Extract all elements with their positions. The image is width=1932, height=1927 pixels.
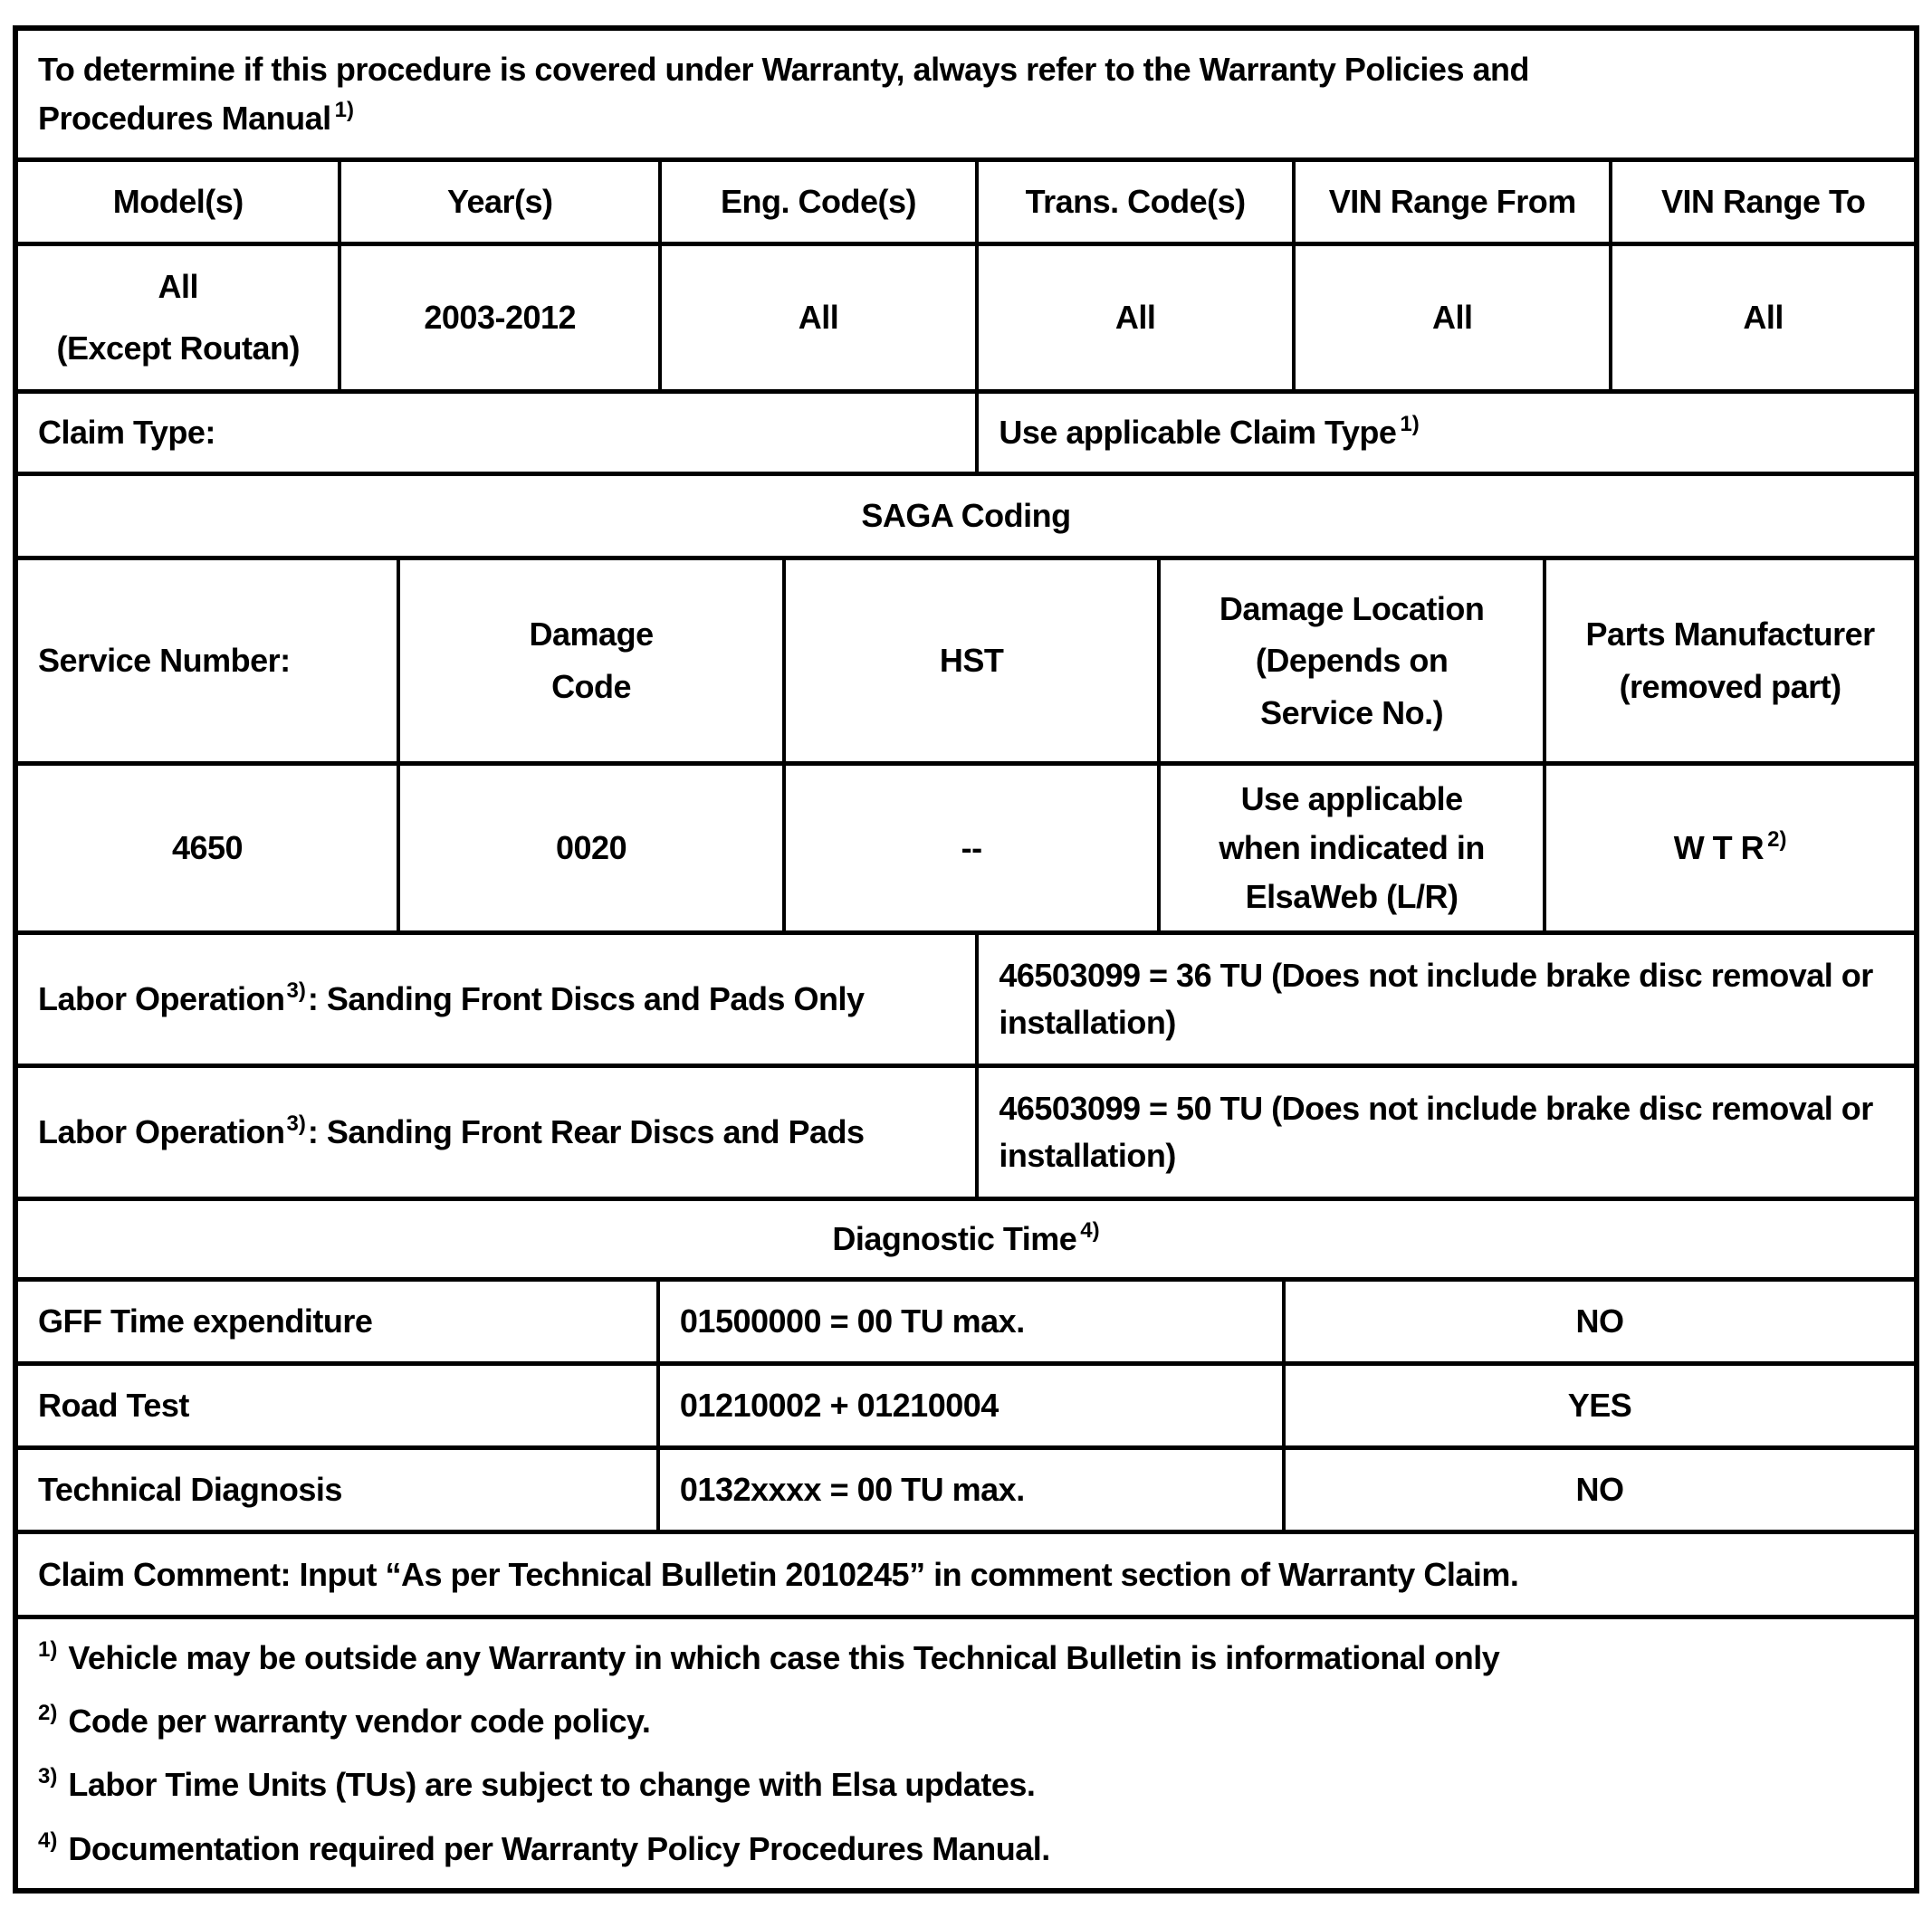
labor-operation-row	[18, 930, 1914, 1064]
diagnostic-flag: NO	[1282, 1450, 1914, 1530]
labor-operation-row	[18, 1064, 1914, 1197]
saga-header-hst: HST	[782, 560, 1157, 761]
footnote-4: $^{4)}$ Documentation required per Warranty Policy Procedures Manual.	[38, 1827, 1050, 1867]
footnote-ref-3: 3)	[286, 978, 306, 1003]
diagnostic-flag: NO	[1282, 1282, 1914, 1361]
vehicle-header-models: Model(s)	[112, 183, 244, 220]
saga-value-damage-code: 0020	[397, 766, 782, 930]
vehicle-header-vin-from: VIN Range From	[1292, 162, 1609, 242]
footnotes-row	[18, 1615, 1914, 1888]
saga-title-row	[18, 472, 1914, 556]
diagnostic-code: 01500000 = 00 TU max.	[656, 1282, 1282, 1361]
saga-title: SAGA Coding	[861, 497, 1071, 534]
saga-header-damage-location: Damage Location (Depends on Service No.)	[1157, 560, 1543, 761]
vehicle-header-vin-to: VIN Range To	[1609, 162, 1914, 242]
diagnostic-name: GFF Time expenditure	[38, 1302, 373, 1340]
labor-operation-1-value: 46503099 = 36 TU (Does not include brake disc removal or installation)	[975, 935, 1914, 1064]
warranty-table	[13, 25, 1919, 1894]
labor-operation-2-value: 46503099 = 50 TU (Does not include brake disc removal or installation)	[975, 1068, 1914, 1197]
vehicle-value-vin-from: All	[1292, 246, 1609, 389]
saga-value-damage-location: Use applicable when indicated in ElsaWeb (L/R)	[1157, 766, 1543, 930]
intro-line-2: Procedures Manual $^{1)}$	[38, 98, 354, 137]
saga-value-parts-manufacturer: W T R $^{2)}$	[1543, 766, 1914, 930]
footnote-ref-1: 1)	[1400, 412, 1420, 436]
vehicle-header-eng-codes: Eng. Code(s)	[658, 162, 975, 242]
diagnostic-code: 0132xxxx = 00 TU max.	[656, 1450, 1282, 1530]
saga-value-hst: --	[782, 766, 1157, 930]
diagnostic-row-technical-diagnosis	[18, 1445, 1914, 1530]
labor-operation-2-label: Labor Operation$^{3)}$: Sanding Front Rear Discs and Pads	[38, 1111, 865, 1150]
footnote-ref-3: 3)	[286, 1111, 306, 1136]
intro-text	[18, 31, 1914, 157]
claim-type-label: Claim Type:	[38, 414, 215, 451]
footnote-2: $^{2)}$ Code per warranty vendor code policy.	[38, 1701, 651, 1741]
vehicle-value-eng-codes: All	[658, 246, 975, 389]
diagnostic-row-road-test	[18, 1361, 1914, 1445]
diagnostic-code: 01210002 + 01210004	[656, 1366, 1282, 1445]
footnote-ref-1: 1)	[334, 98, 354, 122]
saga-header-parts-manufacturer: Parts Manufacturer (removed part)	[1543, 560, 1914, 761]
claim-comment: Claim Comment: Input “As per Technical Bulletin 2010245” in comment section of Warranty Claim.	[38, 1555, 1519, 1593]
vehicle-header-years: Year(s)	[338, 162, 657, 242]
vehicle-header-trans-codes: Trans. Code(s)	[975, 162, 1292, 242]
diagnostic-flag: YES	[1282, 1366, 1914, 1445]
claim-type-row	[18, 389, 1914, 472]
diagnostic-name: Technical Diagnosis	[38, 1471, 342, 1508]
saga-header-row	[18, 556, 1914, 761]
saga-header-damage-code: Damage Code	[397, 560, 782, 761]
intro-row	[18, 31, 1914, 157]
vehicle-header-row	[18, 157, 1914, 242]
diagnostic-title: Diagnostic Time $^{4)}$	[832, 1218, 1100, 1257]
footnote-ref-2: 2)	[1767, 827, 1787, 852]
diagnostic-title-row	[18, 1197, 1914, 1277]
diagnostic-name: Road Test	[38, 1387, 189, 1424]
footnote-1: $^{1)}$ Vehicle may be outside any Warranty in which case this Technical Bulletin is informational only	[38, 1637, 1500, 1676]
vehicle-value-vin-to: All	[1609, 246, 1914, 389]
footnotes	[38, 1627, 1894, 1881]
intro-line-1: To determine if this procedure is covered under Warranty, always refer to the Warranty Policies and	[38, 51, 1529, 88]
saga-header-service-number: Service Number:	[38, 642, 291, 679]
labor-operation-1-label: Labor Operation$^{3)}$: Sanding Front Discs and Pads Only	[38, 978, 865, 1017]
vehicle-data-row	[18, 242, 1914, 389]
footnote-ref-4: 4)	[1080, 1218, 1100, 1243]
saga-data-row	[18, 761, 1914, 930]
saga-value-service-number: 4650	[171, 829, 244, 866]
vehicle-value-models: All (Except Routan)	[56, 267, 300, 367]
footnote-3: $^{3)}$ Labor Time Units (TUs) are subject to change with Elsa updates.	[38, 1764, 1036, 1804]
vehicle-value-trans-codes: All	[975, 246, 1292, 389]
vehicle-value-years: 2003-2012	[338, 246, 657, 389]
claim-type-value: Use applicable Claim Type $^{1)}$	[975, 394, 1914, 472]
diagnostic-row-gff	[18, 1277, 1914, 1361]
claim-comment-row	[18, 1530, 1914, 1615]
